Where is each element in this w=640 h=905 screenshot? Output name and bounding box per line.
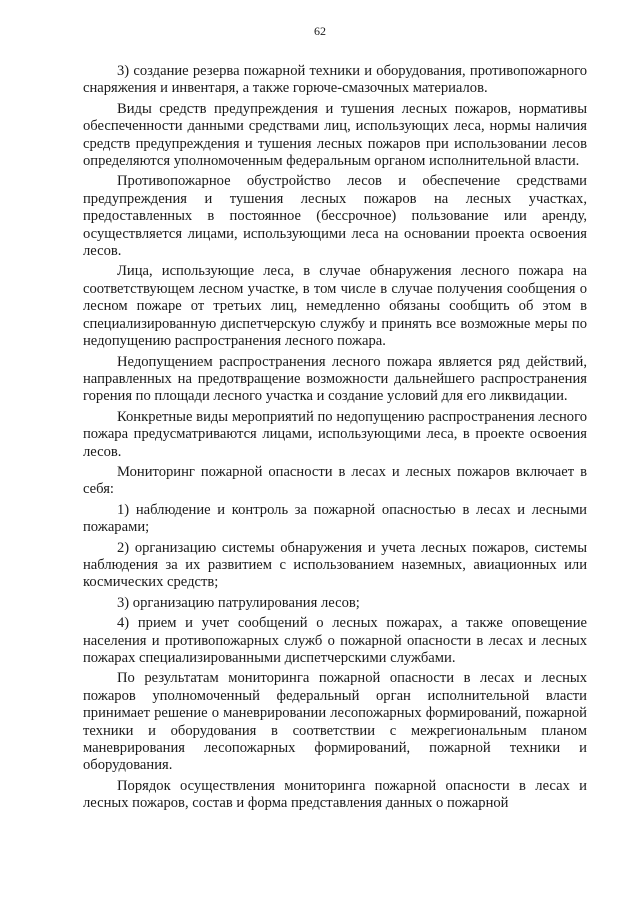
document-body: [83, 63, 587, 813]
list-item-monitoring-1: 1) наблюдение и контроль за пожарной опасностью в лесах и лесными пожарами;: [83, 501, 587, 536]
list-item-monitoring-4: 4) прием и учет сообщений о лесных пожарах, а также оповещение населения и противопожарных служб о пожарной опасности в лесах и лесных пожарах специализированными диспетчерскими службами.: [83, 615, 587, 666]
page-number: 62: [314, 24, 326, 38]
paragraph-fire-arrangement: Противопожарное обустройство лесов и обеспечение средствами предупреждения и тушения лесных пожаров на лесных участках, предоставленных в постоянное (бессрочное) пользование или аренду, осуществляется лицами, использующими леса на основании проекта освоения лесов.: [83, 173, 587, 260]
paragraph-monitoring-procedure: Порядок осуществления мониторинга пожарной опасности в лесах и лесных пожаров, состав и форма представления данных о пожарной: [83, 777, 587, 812]
paragraph-means-of-prevention: Виды средств предупреждения и тушения лесных пожаров, нормативы обеспеченности данными средствами лиц, использующих леса, нормы наличия средств предупреждения и тушения лесных пожаров при использовании лесов определяются уполномоченным федеральным органом исполнительной власти.: [83, 100, 587, 170]
paragraph-monitoring-intro: Мониторинг пожарной опасности в лесах и лесных пожаров включает в себя:: [83, 463, 587, 498]
paragraph-spread-prevention: Недопущением распространения лесного пожара является ряд действий, направленных на предотвращение возможности дальнейшего распространения горения по площади лесного участка и создание условий для его ликвидации.: [83, 353, 587, 405]
paragraph-fire-detection-duty: Лица, использующие леса, в случае обнаружения лесного пожара на соответствующем лесном участке, в том числе в случае получения сообщения о лесном пожаре от третьих лиц, немедленно обязаны сообщить об этом в специализированную диспетчерскую службу и принять все возможные меры по недопущению распространения лесного пожара.: [83, 263, 587, 350]
paragraph-item-3: 3) создание резерва пожарной техники и оборудования, противопожарного снаряжения и инвентаря, а также горюче-смазочных материалов.: [83, 63, 587, 97]
list-item-monitoring-3: 3) организацию патрулирования лесов;: [117, 594, 360, 611]
list-item-monitoring-2: 2) организацию системы обнаружения и учета лесных пожаров, системы наблюдения за их развитием с использованием наземных, авиационных или космических средств;: [83, 539, 587, 591]
paragraph-specific-measures: Конкретные виды мероприятий по недопущению распространения лесного пожара предусматриваются лицами, использующими леса, в проекте освоения лесов.: [83, 408, 587, 460]
paragraph-monitoring-results: По результатам мониторинга пожарной опасности в лесах и лесных пожаров уполномоченный федеральный орган исполнительной власти принимает решение о маневрировании лесопожарных формирований, пожарной техники и оборудования в соответствии с межрегиональным планом маневрирования лесопожарных формирований, пожарной техники и оборудования.: [83, 670, 587, 774]
